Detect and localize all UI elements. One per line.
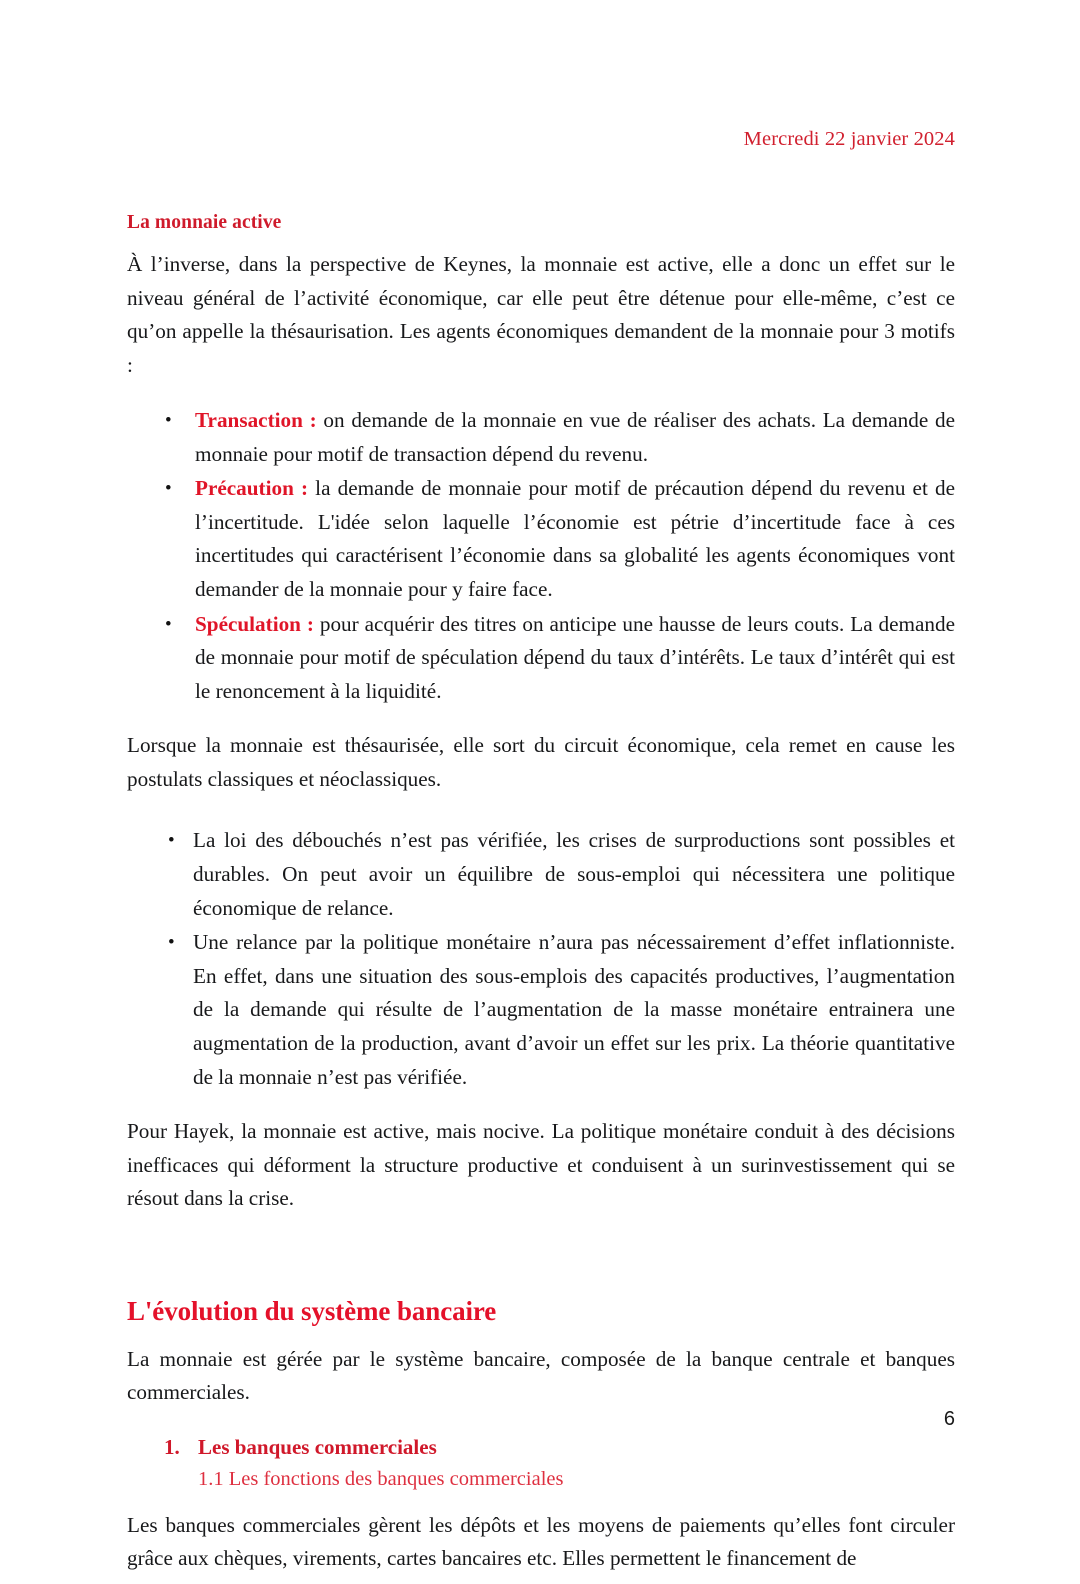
bullet-icon: • <box>165 478 172 500</box>
paragraph-hayek: Pour Hayek, la monnaie est active, mais nocive. La politique monétaire conduit à des décisions inefficaces qui déforment la structure productive et conduisent à un surinvestissement qui se résout dans la crise. <box>127 1119 955 1211</box>
list-item-lead: Transaction : <box>195 408 317 432</box>
list-item-text: pour acquérir des titres on anticipe une hausse de leurs couts. La demande de monnaie pour motif de spéculation dépend du taux d’intérêts. Le taux d’intérêt qui est le renoncement à la liquidité. <box>195 611 955 703</box>
list-item-text: on demande de la monnaie en vue de réaliser des achats. La demande de monnaie pour motif de transaction dépend du revenu. <box>195 408 955 466</box>
list-item <box>127 926 955 1094</box>
bullet-icon: • <box>165 410 172 431</box>
paragraph-monnaie-active-intro: À l’inverse, dans la perspective de Keynes, la monnaie est active, elle a donc un effet sur le niveau général de l’activité économique, car elle peut être détenue pour elle-même, c’est ce qu’on appelle la thésaurisation. Les agents économiques demandent de la monnaie pour 3 motifs : <box>127 252 955 377</box>
numbered-heading-banques-commerciales <box>127 1432 955 1462</box>
spacer <box>127 1495 955 1509</box>
list-item <box>127 472 955 606</box>
document-content <box>127 212 955 1584</box>
list-item-text: Une relance par la politique monétaire n’aura pas nécessairement d’effet inflationniste. En effet, dans une situation des sous-emplois des capacités productives, l’augmentation de la demande qui résulte de l’augmentation de la masse monétaire entrainera une augmentation de la production, avant d’avoir un effet sur les prix. La théorie quantitative de la monnaie n’est pas vérifiée. <box>193 930 955 1089</box>
paragraph-banques-commerciales-closing: Les banques commerciales gèrent les dépôts et les moyens de paiements qu’elles font circuler grâce aux chèques, virements, cartes bancaires etc. Elles permettent le financement de <box>127 1512 955 1571</box>
list-item-lead: Précaution : <box>195 476 309 501</box>
list-item <box>127 824 955 925</box>
list-item <box>127 404 955 471</box>
sub-heading-fonctions-banques-commerciales: 1.1 Les fonctions des banques commerciales <box>198 1467 564 1490</box>
list-item-text: la demande de monnaie pour motif de précaution dépend du revenu et de l’incertitude. L'idée selon laquelle l’économie est pétrie d’incertitude face à ces incertitudes qui caractérisent l’économie dans sa globalité les agents économiques vont demander de la monnaie pour y faire face. <box>195 476 955 601</box>
spacer <box>127 1224 955 1296</box>
paragraph-systeme-bancaire-intro: La monnaie est gérée par le système bancaire, composée de la banque centrale et banques commerciales. <box>127 1346 955 1405</box>
paragraph-thesaurisation: Lorsque la monnaie est thésaurisée, elle sort du circuit économique, cela remet en cause les postulats classiques et néoclassiques. <box>127 733 955 791</box>
list-motifs-demande-monnaie <box>127 404 955 708</box>
bullet-icon: • <box>168 830 175 852</box>
bullet-icon: • <box>168 932 175 954</box>
list-number: 1. <box>164 1434 180 1459</box>
list-item-text: La loi des débouchés n’est pas vérifiée, les crises de surproductions sont possibles et durables. On peut avoir un équilibre de sous-emploi qui nécessitera une politique économique de relance. <box>193 828 955 920</box>
list-item-lead: Spéculation : <box>195 611 314 636</box>
spacer <box>127 390 955 404</box>
spacer <box>127 709 955 729</box>
list-consequences <box>127 824 955 1094</box>
spacer <box>127 1095 955 1115</box>
bullet-icon: • <box>165 613 172 635</box>
document-date: Mercredi 22 janvier 2024 <box>743 128 955 150</box>
section-heading-monnaie-active: La monnaie active <box>127 212 282 233</box>
section-heading-evolution-systeme-bancaire: L'évolution du système bancaire <box>127 1295 497 1326</box>
spacer <box>127 804 955 824</box>
page-number: 6 <box>943 1408 955 1430</box>
list-item <box>127 608 955 709</box>
numbered-heading-label: Les banques commerciales <box>198 1434 437 1459</box>
